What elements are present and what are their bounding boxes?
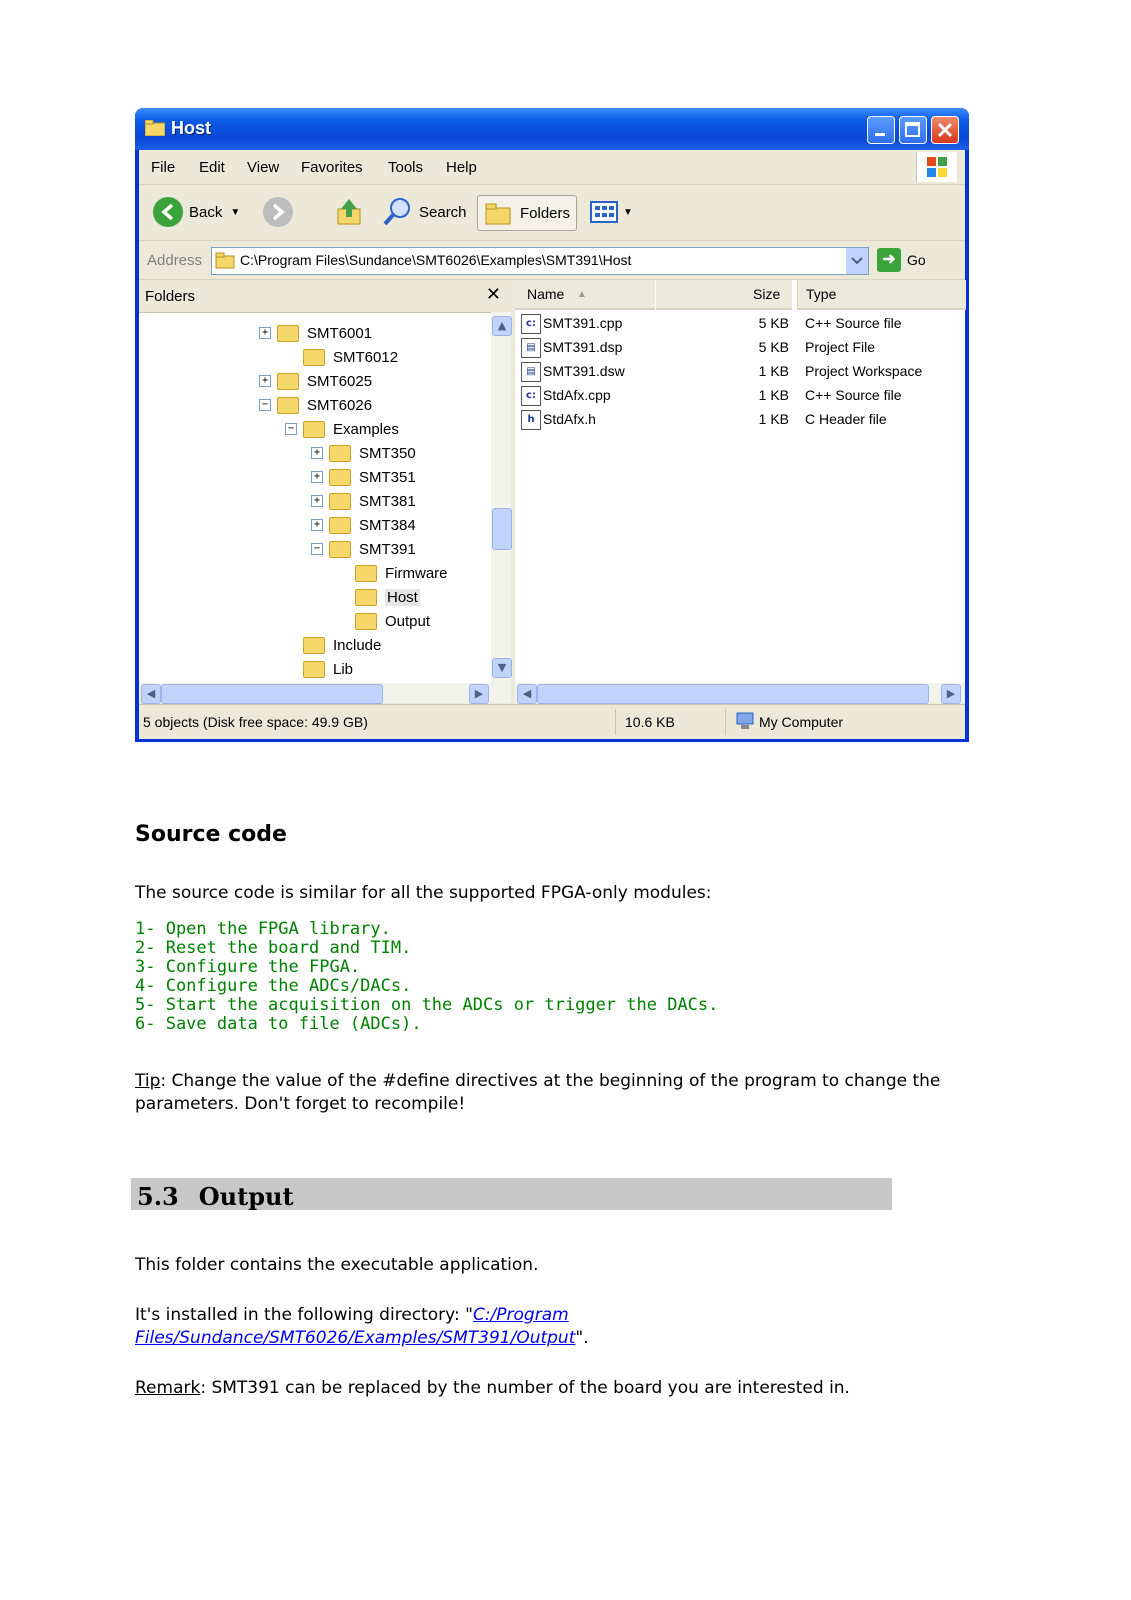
tree-item-label: Include	[333, 636, 382, 654]
window-client-area	[139, 150, 965, 738]
step-item: 1- Open the FPGA library.	[135, 919, 391, 939]
minimize-button[interactable]	[867, 116, 895, 144]
tip-label: Tip	[135, 1071, 161, 1091]
installed-prefix: It's installed in the following directory: "	[135, 1305, 473, 1325]
file-name: SMT391.dsp	[543, 339, 623, 355]
file-type-icon: ▤	[521, 362, 541, 382]
tip-text: : Change the value of the #define directives at the beginning of the program to change the parameters. Don't forget to recompile!	[135, 1071, 941, 1114]
views-button[interactable]	[589, 195, 633, 229]
tree-item[interactable]	[337, 562, 448, 584]
folder-icon	[355, 589, 377, 606]
remark-paragraph	[135, 1377, 965, 1400]
folder-icon	[355, 565, 377, 582]
installed-suffix: ".	[575, 1328, 589, 1348]
tree-item-label: Output	[385, 612, 431, 630]
up-folder-button[interactable]	[335, 195, 365, 229]
tree-item[interactable]	[285, 418, 399, 440]
address-dropdown-button[interactable]	[846, 248, 868, 274]
file-row[interactable]	[515, 360, 965, 384]
menu-favorites[interactable]: Favorites	[301, 159, 363, 176]
step-list	[135, 920, 965, 1034]
collapse-icon[interactable]: −	[259, 399, 271, 411]
installed-paragraph	[135, 1304, 655, 1350]
section-number: 5.3	[137, 1182, 179, 1211]
file-name: StdAfx.h	[543, 411, 596, 427]
go-button[interactable]	[877, 247, 926, 273]
remark-label: Remark	[135, 1378, 201, 1398]
tree-spacer	[337, 591, 349, 603]
folder-icon	[303, 421, 325, 438]
folders-pane-header	[139, 280, 511, 313]
tree-item[interactable]	[285, 634, 381, 656]
tree-item-label: SMT381	[359, 492, 416, 510]
menu-file[interactable]: File	[151, 159, 176, 176]
tree-item-label: SMT350	[359, 444, 416, 462]
tree-vertical-scrollbar[interactable]	[491, 312, 511, 683]
tree-item[interactable]	[285, 346, 398, 368]
address-value: C:\Program Files\Sundance\SMT6026\Examples\SMT391\Host	[240, 252, 632, 268]
expand-icon[interactable]: +	[259, 327, 271, 339]
column-header-name[interactable]	[515, 280, 655, 310]
file-name: SMT391.cpp	[543, 315, 623, 331]
file-row[interactable]	[515, 384, 965, 408]
scroll-thumb[interactable]	[537, 684, 929, 704]
folder-icon	[277, 325, 299, 342]
file-type: Project File	[805, 339, 876, 355]
menu-view[interactable]: View	[247, 159, 280, 176]
tree-item-label: SMT6025	[307, 372, 373, 390]
files-horizontal-scrollbar[interactable]	[515, 683, 965, 703]
tree-item[interactable]	[311, 538, 416, 560]
file-list-pane	[515, 280, 965, 683]
status-bar	[139, 704, 965, 739]
step-item: 2- Reset the board and TIM.	[135, 938, 412, 958]
folder-icon	[329, 493, 351, 510]
menu-edit[interactable]: Edit	[199, 159, 225, 176]
folder-icon	[303, 661, 325, 678]
close-pane-icon[interactable]: ✕	[485, 284, 501, 305]
tree-item[interactable]	[337, 610, 430, 632]
status-size: 10.6 KB	[625, 714, 675, 730]
folder-icon	[277, 373, 299, 390]
file-name: SMT391.dsw	[543, 363, 625, 379]
windows-logo-icon	[916, 152, 957, 182]
back-dropdown-icon[interactable]: ▼	[230, 206, 241, 218]
folders-button[interactable]	[477, 195, 577, 231]
column-name-label: Name	[527, 286, 565, 302]
column-header-type[interactable]	[797, 280, 966, 310]
tree-item[interactable]	[311, 442, 416, 464]
sort-ascending-icon: ▲	[577, 289, 587, 300]
file-type-icon: c:	[521, 386, 541, 406]
window-title: Host	[171, 118, 211, 138]
standard-toolbar	[139, 185, 965, 241]
tree-item-label: SMT6026	[307, 396, 373, 414]
go-arrow-icon: ➜	[877, 248, 901, 272]
tree-spacer	[285, 663, 297, 675]
scroll-right-icon[interactable]: ▶	[941, 684, 961, 704]
scroll-right-icon[interactable]: ▶	[469, 684, 489, 704]
tree-item[interactable]	[285, 658, 353, 680]
file-row[interactable]	[515, 408, 965, 432]
search-label: Search	[419, 203, 467, 221]
expand-icon[interactable]: +	[311, 519, 323, 531]
back-label: Back	[189, 203, 223, 221]
address-input[interactable]	[211, 247, 869, 275]
folder-icon	[329, 541, 351, 558]
step-item: 3- Configure the FPGA.	[135, 957, 361, 977]
file-size: 5 KB	[758, 339, 789, 355]
collapse-icon[interactable]: −	[285, 423, 297, 435]
section-heading-bar	[131, 1178, 892, 1210]
scroll-thumb[interactable]	[161, 684, 383, 704]
status-divider	[725, 709, 726, 735]
folders-icon	[484, 200, 514, 226]
scroll-thumb[interactable]	[492, 508, 512, 550]
tree-item-label: SMT351	[359, 468, 416, 486]
folder-icon	[355, 613, 377, 630]
scroll-left-icon[interactable]: ◀	[141, 684, 161, 704]
tree-spacer	[337, 567, 349, 579]
scroll-down-icon[interactable]: ▼	[492, 658, 512, 678]
folder-icon	[329, 469, 351, 486]
menu-help[interactable]: Help	[446, 159, 477, 176]
tree-item-label: SMT391	[359, 540, 416, 558]
address-bar	[139, 241, 965, 280]
search-button[interactable]	[381, 195, 467, 229]
folder-icon	[215, 252, 237, 270]
section-title: Output	[198, 1182, 294, 1211]
tree-spacer	[285, 351, 297, 363]
step-item: 5- Start the acquisition on the ADCs or trigger the DACs.	[135, 995, 719, 1015]
tree-item-label: Lib	[333, 660, 354, 678]
collapse-icon[interactable]: −	[311, 543, 323, 555]
tree-horizontal-scrollbar[interactable]	[139, 683, 511, 703]
maximize-button[interactable]	[899, 116, 927, 144]
file-row[interactable]	[515, 312, 965, 336]
expand-icon[interactable]: +	[311, 471, 323, 483]
menu-bar	[139, 150, 965, 185]
folders-pane-title: Folders	[145, 288, 196, 305]
tree-item[interactable]	[311, 514, 416, 536]
file-type: Project Workspace	[805, 363, 923, 379]
file-type: C Header file	[805, 411, 887, 427]
address-label: Address	[147, 252, 203, 269]
step-item: 4- Configure the ADCs/DACs.	[135, 976, 412, 996]
file-type-icon: h	[521, 410, 541, 430]
file-row[interactable]	[515, 336, 965, 360]
file-type: C++ Source file	[805, 315, 902, 331]
status-objects: 5 objects (Disk free space: 49.9 GB)	[143, 714, 368, 730]
file-size: 1 KB	[758, 387, 789, 403]
tree-item-label: SMT6001	[307, 324, 373, 342]
tree-spacer	[337, 615, 349, 627]
my-computer-icon	[735, 711, 755, 731]
tree-item[interactable]	[311, 466, 416, 488]
expand-icon[interactable]: +	[259, 375, 271, 387]
tree-item[interactable]	[259, 370, 372, 392]
file-size: 5 KB	[758, 315, 789, 331]
tree-item[interactable]	[259, 394, 372, 416]
folder-icon	[277, 397, 299, 414]
tree-item-label: SMT384	[359, 516, 416, 534]
folder-icon	[303, 637, 325, 654]
search-icon	[381, 196, 413, 228]
title-bar[interactable]	[135, 108, 969, 150]
file-type: C++ Source file	[805, 387, 902, 403]
remark-text: : SMT391 can be replaced by the number of the board you are interested in.	[200, 1378, 850, 1398]
back-button[interactable]	[153, 195, 240, 229]
explorer-window	[135, 108, 969, 742]
scroll-up-icon[interactable]: ▲	[492, 316, 512, 336]
expand-icon[interactable]: +	[311, 447, 323, 459]
menu-tools[interactable]: Tools	[388, 159, 424, 176]
file-size: 1 KB	[758, 411, 789, 427]
folders-pane	[139, 280, 511, 683]
up-folder-icon	[335, 197, 365, 227]
tree-item[interactable]	[311, 490, 416, 512]
tree-item[interactable]	[259, 322, 372, 344]
folder-icon	[329, 517, 351, 534]
scroll-left-icon[interactable]: ◀	[517, 684, 537, 704]
folder-icon	[329, 445, 351, 462]
close-button[interactable]	[931, 116, 959, 144]
file-type-icon: ▤	[521, 338, 541, 358]
expand-icon[interactable]: +	[311, 495, 323, 507]
file-type-icon: c:	[521, 314, 541, 334]
status-location: My Computer	[759, 714, 844, 730]
tip-paragraph	[135, 1070, 965, 1116]
views-icon	[589, 198, 623, 226]
source-intro: The source code is similar for all the supported FPGA-only modules:	[135, 883, 712, 903]
views-dropdown-icon[interactable]: ▼	[623, 206, 633, 218]
output-directory-link[interactable]: C:/Program Files/Sundance/SMT6026/Examples/SMT391/Output	[135, 1305, 576, 1348]
tree-item-label: Host	[387, 588, 418, 606]
back-arrow-icon	[153, 197, 183, 227]
status-divider	[615, 709, 616, 735]
file-size: 1 KB	[758, 363, 789, 379]
source-code-heading: Source code	[135, 822, 287, 847]
tree-item-label: SMT6012	[333, 348, 399, 366]
column-size-label: Size	[753, 286, 781, 302]
tree-item[interactable]	[337, 586, 420, 608]
file-name: StdAfx.cpp	[543, 387, 611, 403]
tree-item-label: Examples	[333, 420, 399, 438]
tree-item-label: Firmware	[385, 564, 448, 582]
go-label: Go	[907, 252, 926, 268]
output-intro: This folder contains the executable application.	[135, 1255, 539, 1275]
column-type-label: Type	[806, 286, 837, 302]
folder-icon	[145, 120, 165, 136]
tree-spacer	[285, 639, 297, 651]
step-item: 6- Save data to file (ADCs).	[135, 1014, 422, 1034]
forward-arrow-icon	[263, 197, 293, 227]
section-heading	[137, 1182, 294, 1211]
folder-icon	[303, 349, 325, 366]
folders-label: Folders	[520, 204, 571, 222]
forward-button[interactable]	[263, 195, 299, 229]
